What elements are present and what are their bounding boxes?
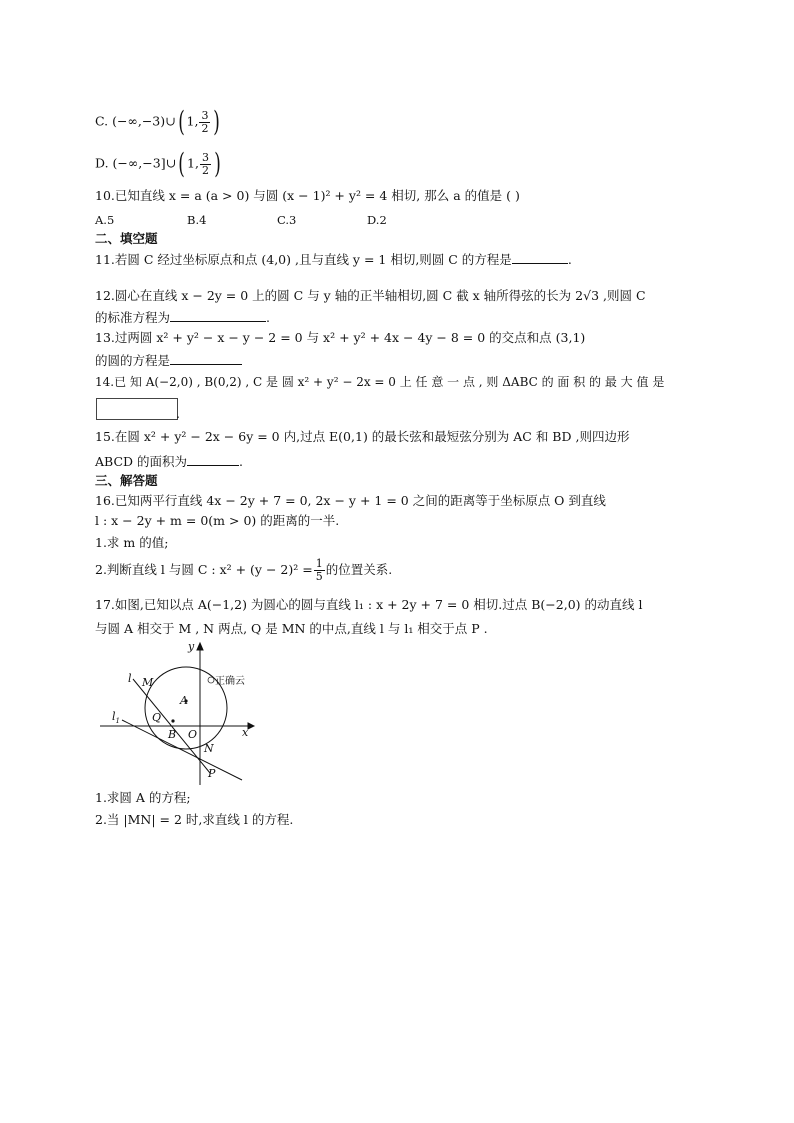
q16-sub1: 1.求 m 的值; — [95, 535, 169, 550]
q15-text: ABCD 的面积为 — [95, 454, 188, 469]
section-3-title: 三、解答题 — [95, 473, 158, 488]
q15-line1: 15.在圆 x² + y² − 2x − 6y = 0 内,过点 E(0,1) 的最长弦和最短弦分别为 AC 和 BD ,则四边形 — [95, 429, 630, 444]
q13-text: 的圆的方程是 — [95, 353, 171, 368]
label-a: A — [180, 694, 188, 707]
label-q: Q — [152, 711, 162, 724]
label-m: M — [142, 676, 154, 689]
q10-option-d: D.2 — [367, 213, 387, 227]
label-l1: $l_1$ — [112, 710, 120, 725]
option-math: 1, — [186, 113, 199, 129]
q13-line1: 13.过两圆 x² + y² − x − y − 2 = 0 与 x² + y² + 4x − 4y − 8 = 0 的交点和点 (3,1) — [95, 330, 586, 345]
label-l: l — [128, 672, 132, 685]
x-axis-arrow — [248, 723, 254, 729]
label-n: N — [204, 742, 214, 755]
q16-sub2-text: 2.判断直线 l 与圆 C : x² + (y − 2)² = — [95, 562, 313, 577]
option-label: D. — [95, 155, 109, 171]
line-l1 — [122, 720, 242, 780]
q12-end: . — [266, 310, 270, 325]
q17-sub2: 2.当 |MN| = 2 时,求直线 l 的方程. — [95, 812, 294, 827]
paren-close: ) — [213, 105, 221, 138]
q11-end: . — [567, 252, 572, 267]
q16-line2: l : x − 2y + m = 0(m > 0) 的距离的一半. — [95, 513, 340, 528]
q14-answer-box[interactable] — [96, 398, 178, 420]
paren-close: ) — [214, 147, 221, 180]
denominator: 2 — [201, 121, 209, 135]
q9-option-d — [95, 148, 223, 180]
denominator: 5 — [315, 570, 323, 583]
fraction — [200, 152, 211, 177]
q14: 14.已 知 A(−2,0) , B(0,2) , C 是 圆 x² + y² − 2x = 0 上 任 意 一 点 , 则 ΔABC 的 面 积 的 最 大 值 是 — [95, 375, 665, 389]
q14-end: . — [176, 406, 180, 421]
numerator: 1 — [315, 557, 323, 570]
label-x: x — [242, 726, 249, 739]
q11 — [95, 249, 572, 270]
answer-blank[interactable] — [170, 350, 242, 365]
q13-line2 — [95, 350, 242, 371]
q10-options — [95, 210, 415, 230]
y-axis-arrow — [197, 643, 203, 650]
q10-stem: 10.已知直线 x = a (a > 0) 与圆 (x − 1)² + y² = 4 相切, 那么 a 的值是 ( ) — [95, 188, 520, 203]
q17-sub1: 1.求圆 A 的方程; — [95, 790, 191, 805]
watermark-logo — [208, 674, 245, 687]
label-b: B — [168, 728, 177, 741]
q10-option-a: A.5 — [95, 213, 115, 227]
paren-open: ( — [177, 105, 185, 138]
label-p: P — [208, 767, 216, 780]
q16-sub2 — [95, 556, 392, 584]
label-o: O — [188, 728, 198, 741]
q12-line1: 12.圆心在直线 x − 2y = 0 上的圆 C 与 y 轴的正半轴相切,圆 C 截 x 轴所得弦的长为 2√3 ,则圆 C — [95, 288, 646, 303]
q16-line1: 16.已知两平行直线 4x − 2y + 7 = 0, 2x − y + 1 = 0 之间的距离等于坐标原点 O 到直线 — [95, 493, 606, 508]
q17-line2: 与圆 A 相交于 M , N 两点, Q 是 MN 的中点,直线 l 与 l₁ 相交于点 P . — [95, 621, 488, 636]
option-math: (−∞,−3)∪ — [112, 113, 176, 129]
label-y: y — [188, 640, 195, 653]
q11-text: 11.若圆 C 经过坐标原点和点 (4,0) ,且与直线 y = 1 相切,则圆 C 的方程是 — [95, 252, 512, 267]
option-math: (−∞,−3]∪ — [112, 155, 177, 171]
numerator: 3 — [201, 150, 209, 164]
fraction — [314, 558, 325, 583]
q17-figure — [100, 640, 260, 785]
section-2-title: 二、填空题 — [95, 231, 158, 246]
option-label: C. — [95, 113, 109, 129]
answer-blank[interactable] — [512, 249, 568, 264]
q9-option-c — [95, 106, 222, 138]
fraction — [199, 110, 210, 135]
q17-line1: 17.如图,已知以点 A(−1,2) 为圆心的圆与直线 l₁ : x + 2y + 7 = 0 相切.过点 B(−2,0) 的动直线 l — [95, 597, 643, 612]
point-q — [171, 719, 174, 722]
q15-line2 — [95, 451, 243, 472]
watermark-text: 正确云 — [215, 676, 245, 687]
denominator: 2 — [201, 163, 209, 177]
q16-sub2-end: 的位置关系. — [325, 562, 393, 577]
option-math: 1, — [187, 155, 199, 171]
numerator: 3 — [201, 108, 209, 122]
q15-end: . — [239, 454, 243, 469]
watermark-icon — [208, 677, 214, 683]
q10-option-c: C.3 — [277, 213, 297, 227]
answer-blank[interactable] — [170, 307, 266, 322]
q12-line2 — [95, 307, 270, 328]
paren-open: ( — [178, 147, 185, 180]
q10-option-b: B.4 — [187, 213, 207, 227]
q12-text: 的标准方程为 — [95, 310, 171, 325]
answer-blank[interactable] — [187, 451, 239, 466]
